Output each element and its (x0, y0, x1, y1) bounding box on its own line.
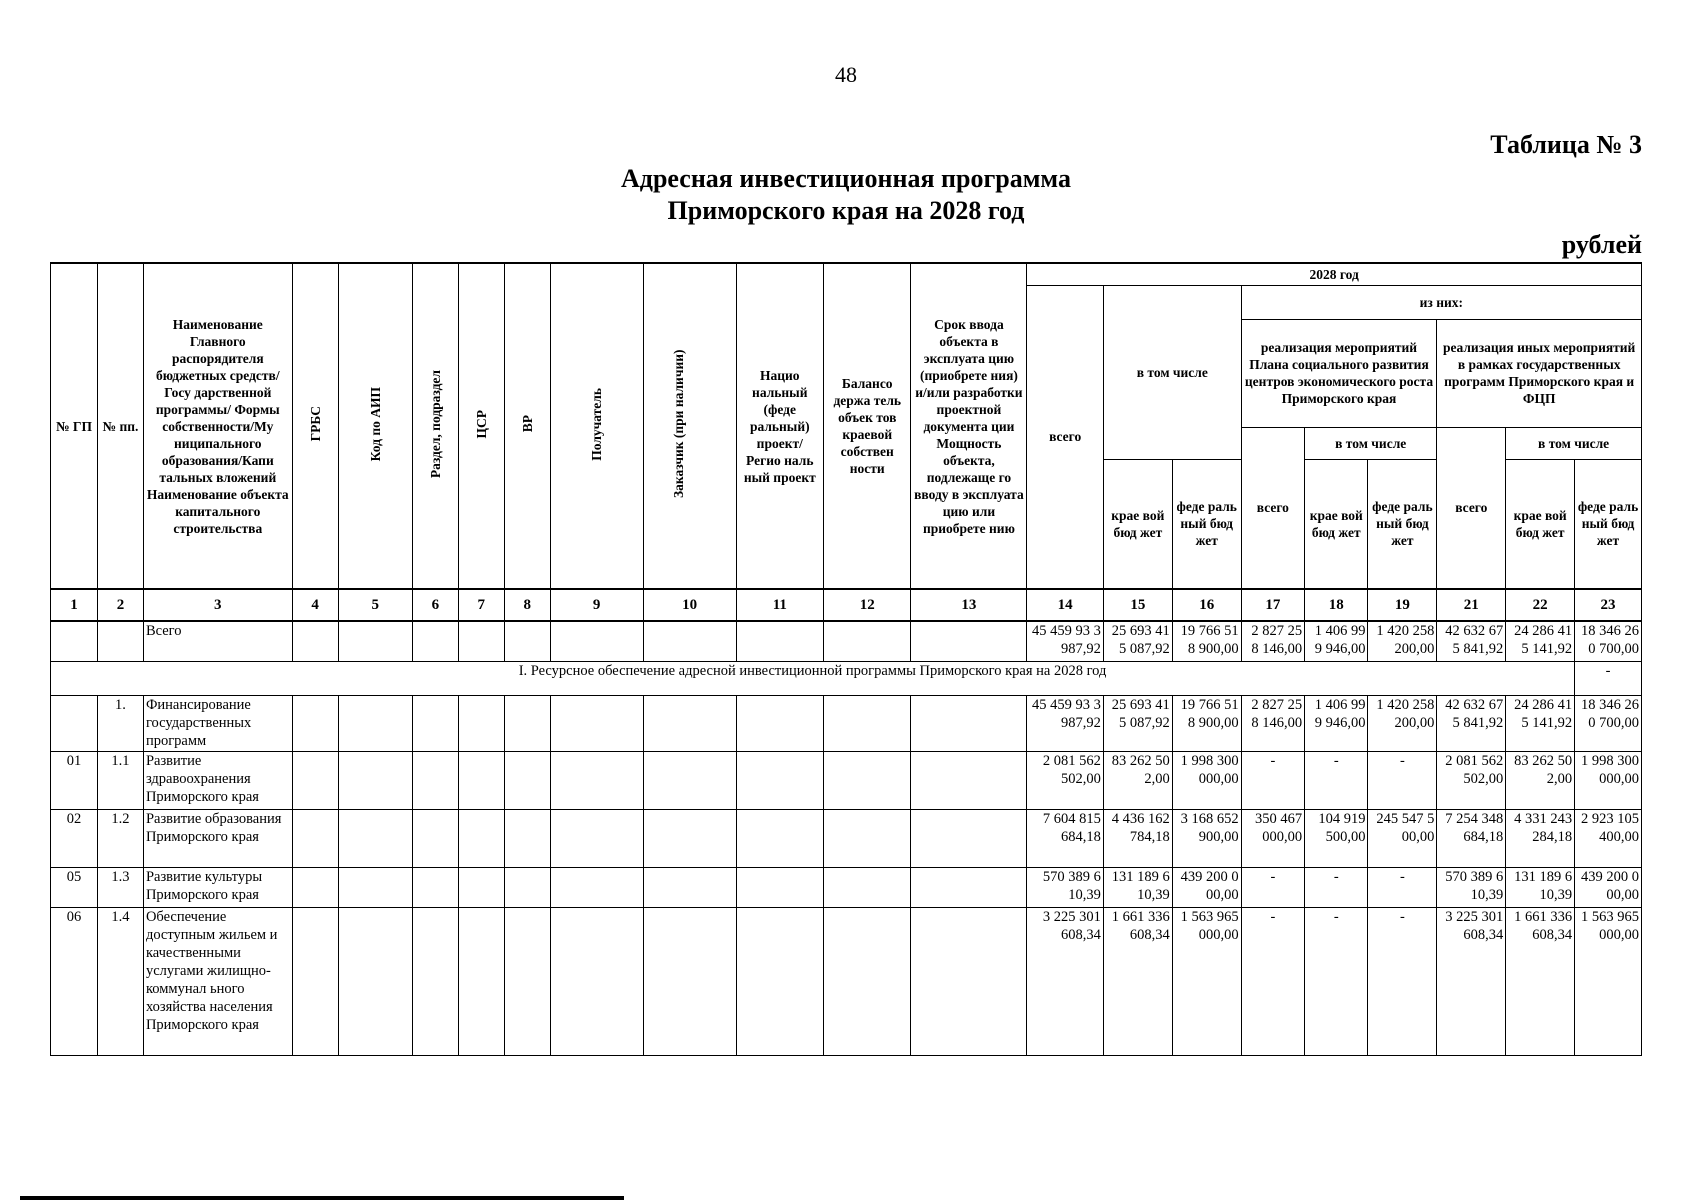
header-customer: Заказчик (при наличии) (643, 263, 736, 589)
column-number: 1 (51, 589, 98, 621)
header-other: реализация иных мероприятий в рамках государственных программ Приморского края и ФЦП (1437, 319, 1642, 427)
header-deadline: Срок ввода объекта в эксплуата цию (приобрете ния) и/или разработки проектной документа ции Мощность объекта, подлежаще го вводу в эксплуата цию или приобрете нию (911, 263, 1027, 589)
header-name: Наименование Главного распорядителя бюджетных средств/Госу дарственной программы/ Формы собственности/Му ниципального образования/Капи тальных вложений Наименование объекта капитального строительства (143, 263, 292, 589)
table-row: 1. Финансирование государственных программ 45 459 93 3 987,92 25 693 41 5 087,92 19 766 51 8 900,00 2 827 25 8 146,00 1 406 99 9 946,00 1 420 258 200,00 42 632 67 5 841,92 24 286 41 5 141,92 18 346 26 0 700,00 (51, 695, 1642, 751)
units-label: рублей (1561, 230, 1642, 259)
header-plan-total: всего (1241, 427, 1304, 589)
header-balance-holder: Балансо держа тель объек тов краевой собствен ности (824, 263, 911, 589)
header-gp: № ГП (51, 263, 98, 589)
table-row: 02 1.2 Развитие образования Приморского края 7 604 815 684,18 4 436 162 784,18 3 168 652 900,00 350 467 000,00 104 919 500,00 245 547 5 00,00 7 254 348 684,18 4 331 243 284,18 2 923 105 400,00 (51, 809, 1642, 867)
investment-table (50, 262, 1642, 1056)
table-row: 06 1.4 Обеспечение доступным жильем и качественными услугами жилищно-коммунал ьного хозяйства населения Приморского края 3 225 301 608,34 1 661 336 608,34 1 563 965 000,00 - - - 3 225 301 608,34 1 661 336 608,34 1 563 965 000,00 (51, 907, 1642, 1055)
column-number: 12 (824, 589, 911, 621)
header-vr: ВР (504, 263, 550, 589)
header-national-project: Нацио нальный (феде ральный) проект/ Регио наль ный проект (736, 263, 823, 589)
column-number: 13 (911, 589, 1027, 621)
table-row: Всего 45 459 93 3 987,92 25 693 41 5 087,92 19 766 51 8 900,00 2 827 25 8 146,00 1 406 99 9 946,00 1 420 258 200,00 42 632 67 5 841,92 24 286 41 5 141,92 18 346 26 0 700,00 (51, 621, 1642, 661)
column-number: 21 (1437, 589, 1506, 621)
page-number: 48 (835, 62, 857, 87)
column-number: 14 (1027, 589, 1104, 621)
table-label: Таблица № 3 (1490, 130, 1642, 159)
section-dash: - (1575, 661, 1642, 695)
header-other-krai: крае вой бюд жет (1506, 459, 1575, 589)
footer-rule (20, 1196, 624, 1200)
table-row: 01 1.1 Развитие здравоохранения Приморского края 2 081 562 502,00 83 262 50 2,00 1 998 300 000,00 - - - 2 081 562 502,00 83 262 50 2,00 1 998 300 000,00 (51, 751, 1642, 809)
column-number: 19 (1368, 589, 1437, 621)
header-year: 2028 год (1027, 263, 1642, 285)
header-grbs: ГРБС (292, 263, 338, 589)
column-number: 10 (643, 589, 736, 621)
header-other-including: в том числе (1506, 427, 1642, 459)
row-name: Всего (143, 621, 292, 661)
column-number: 6 (412, 589, 458, 621)
header-including: в том числе (1103, 285, 1241, 459)
header-other-fed: феде раль ный бюд жет (1575, 459, 1642, 589)
header-recipient: Получатель (550, 263, 643, 589)
column-number: 23 (1575, 589, 1642, 621)
column-number: 16 (1172, 589, 1241, 621)
header-plan: реализация мероприятий Плана социального развития центров экономического роста Приморского края (1241, 319, 1437, 427)
column-number: 2 (98, 589, 144, 621)
header-total: всего (1027, 285, 1104, 589)
header-pp: № пп. (98, 263, 144, 589)
row-name: Развитие культуры Приморского края (143, 867, 292, 907)
header-plan-krai: крае вой бюд жет (1305, 459, 1368, 589)
column-number: 8 (504, 589, 550, 621)
row-name: Развитие образования Приморского края (143, 809, 292, 867)
column-number: 15 (1103, 589, 1172, 621)
header-fed: феде раль ный бюд жет (1172, 459, 1241, 589)
row-name: Обеспечение доступным жильем и качественными услугами жилищно-коммунал ьного хозяйства населения Приморского края (143, 907, 292, 1055)
row-name: Финансирование государственных программ (143, 695, 292, 751)
column-number: 22 (1506, 589, 1575, 621)
column-number: 7 (458, 589, 504, 621)
column-number: 17 (1241, 589, 1304, 621)
title-line-1: Адресная инвестиционная программа (621, 164, 1071, 193)
column-number: 3 (143, 589, 292, 621)
section-title: I. Ресурсное обеспечение адресной инвестиционной программы Приморского края на 2028 год (51, 661, 1575, 695)
column-number: 11 (736, 589, 823, 621)
header-krai: крае вой бюд жет (1103, 459, 1172, 589)
header-other-total: всего (1437, 427, 1506, 589)
column-number: 18 (1305, 589, 1368, 621)
header-razdel: Раздел, подраздел (412, 263, 458, 589)
header-aip: Код по АИП (338, 263, 412, 589)
header-plan-including: в том числе (1305, 427, 1437, 459)
row-name: Развитие здравоохранения Приморского края (143, 751, 292, 809)
column-number: 9 (550, 589, 643, 621)
header-csr: ЦСР (458, 263, 504, 589)
column-number-row (51, 589, 1642, 621)
column-number: 5 (338, 589, 412, 621)
document-title (0, 163, 1692, 227)
title-line-2: Приморского края на 2028 год (667, 196, 1025, 225)
header-plan-fed: феде раль ный бюд жет (1368, 459, 1437, 589)
column-number: 4 (292, 589, 338, 621)
table-row: 05 1.3 Развитие культуры Приморского края 570 389 6 10,39 131 189 6 10,39 439 200 0 00,00 - - - 570 389 6 10,39 131 189 6 10,39 439 200 0 00,00 (51, 867, 1642, 907)
section-row (51, 661, 1642, 695)
header-of-them: из них: (1241, 285, 1641, 319)
